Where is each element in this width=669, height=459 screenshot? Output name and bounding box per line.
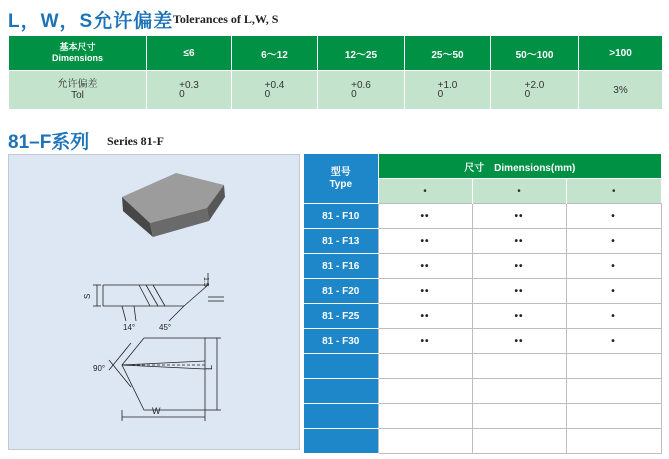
tol-value-cell (579, 71, 663, 110)
data-cell (566, 354, 661, 379)
tolerance-table (8, 35, 663, 110)
dimensions-header-cell (9, 36, 147, 71)
data-cell: • (566, 329, 661, 354)
data-cell: •• (472, 229, 566, 254)
data-cell (472, 404, 566, 429)
type-cell: 81 - F16 (304, 254, 378, 279)
tol-value-cell (232, 71, 318, 110)
data-cell: • (566, 304, 661, 329)
table-row (304, 429, 661, 454)
dimensions-header: 尺寸 Dimensions(mm) (378, 154, 661, 179)
tol-value-cell (405, 71, 491, 110)
tol-value-cell (147, 71, 232, 110)
data-cell (472, 379, 566, 404)
l-label: L (204, 364, 214, 370)
s-top-label: 1.5 (202, 277, 209, 287)
table-row (304, 204, 661, 229)
data-cell: • (566, 279, 661, 304)
tol-minus: 0 (437, 88, 444, 100)
table-row (304, 254, 661, 279)
dimensions-label-cn: 基本尺寸 (59, 42, 96, 52)
data-cell (378, 429, 472, 454)
insert-drawing (9, 155, 299, 449)
type-cell (304, 354, 378, 379)
dimension-subheader: • (378, 179, 472, 204)
data-cell: • (566, 254, 661, 279)
data-cell: • (566, 229, 661, 254)
type-cell (304, 404, 378, 429)
s-label: S (83, 293, 92, 299)
tol-plus: +0.3 (179, 79, 199, 91)
tol-value-cell (318, 71, 405, 110)
angle-45-label: 45° (159, 323, 172, 332)
tol-plus: +1.0 (437, 79, 458, 91)
type-label-en: Type (329, 178, 353, 190)
data-cell: •• (472, 279, 566, 304)
angle-90-label: 90° (93, 364, 106, 373)
tol-minus: 0 (264, 88, 271, 100)
data-cell: •• (378, 304, 472, 329)
data-cell: •• (378, 204, 472, 229)
dimension-range-cell: 50～100 (491, 36, 579, 71)
type-cell: 81 - F30 (304, 329, 378, 354)
tolerance-title: L，W，S允许偏差 (8, 11, 174, 32)
table-row (304, 379, 661, 404)
data-cell (472, 429, 566, 454)
tolerance-header-row (9, 36, 663, 71)
data-cell: •• (472, 204, 566, 229)
table-row (304, 329, 661, 354)
type-cell: 81 - F13 (304, 229, 378, 254)
data-cell (566, 404, 661, 429)
tol-plus: +0.4 (264, 79, 285, 91)
data-cell (378, 379, 472, 404)
dimension-range-cell: ≤6 (147, 36, 232, 71)
data-cell (378, 404, 472, 429)
data-cell: •• (378, 279, 472, 304)
w-label: W (152, 406, 161, 416)
dimension-range-cell: 25～50 (405, 36, 491, 71)
type-cell (304, 379, 378, 404)
dimension-range-cell: 6～12 (232, 36, 318, 71)
data-cell: •• (378, 329, 472, 354)
data-cell (378, 354, 472, 379)
type-cell (304, 429, 378, 454)
data-cell (566, 379, 661, 404)
dimension-subheader: • (472, 179, 566, 204)
data-cell: •• (472, 254, 566, 279)
series-subtitle: Series 81-F (107, 134, 164, 148)
tolerance-value-row (9, 71, 663, 110)
top-view-drawing (109, 338, 221, 421)
tolerance-subtitle: Tolerances of L,W, S (173, 12, 279, 26)
dimension-subheader: • (566, 179, 661, 204)
tol-value-cell (491, 71, 579, 110)
tol-minus: 0 (351, 88, 357, 100)
type-cell: 81 - F10 (304, 204, 378, 229)
dimension-range-cell: 12～25 (318, 36, 405, 71)
insert-3d-view (122, 173, 225, 237)
tol-plus: +2.0 (524, 79, 545, 91)
type-label-cn: 型号 (330, 166, 351, 178)
series-table (304, 154, 662, 454)
data-cell (566, 429, 661, 454)
table-row (304, 229, 661, 254)
data-cell: •• (378, 254, 472, 279)
data-cell (472, 354, 566, 379)
tol-plus: +0.6 (351, 79, 371, 91)
table-row (304, 404, 661, 429)
tol-percent: 3% (613, 84, 628, 96)
data-cell: • (566, 204, 661, 229)
angle-14-label: 14° (123, 323, 136, 332)
tol-label-cn: 允许偏差 (57, 79, 98, 90)
type-cell: 81 - F20 (304, 279, 378, 304)
tol-label-cell (9, 71, 147, 110)
table-row (304, 279, 661, 304)
insert-drawing-panel (8, 154, 300, 450)
tol-minus: 0 (179, 88, 185, 100)
data-cell: •• (472, 304, 566, 329)
data-cell: •• (378, 229, 472, 254)
type-cell: 81 - F25 (304, 304, 378, 329)
table-row (304, 354, 661, 379)
dimension-range-cell: >100 (579, 36, 663, 71)
series-title: 81–F系列 (8, 132, 90, 153)
data-cell: •• (472, 329, 566, 354)
type-header-cell (304, 154, 378, 204)
tol-label-en: Tol (71, 90, 84, 101)
table-row (304, 304, 661, 329)
dimensions-label-en: Dimensions (51, 53, 103, 63)
tol-minus: 0 (524, 88, 531, 100)
